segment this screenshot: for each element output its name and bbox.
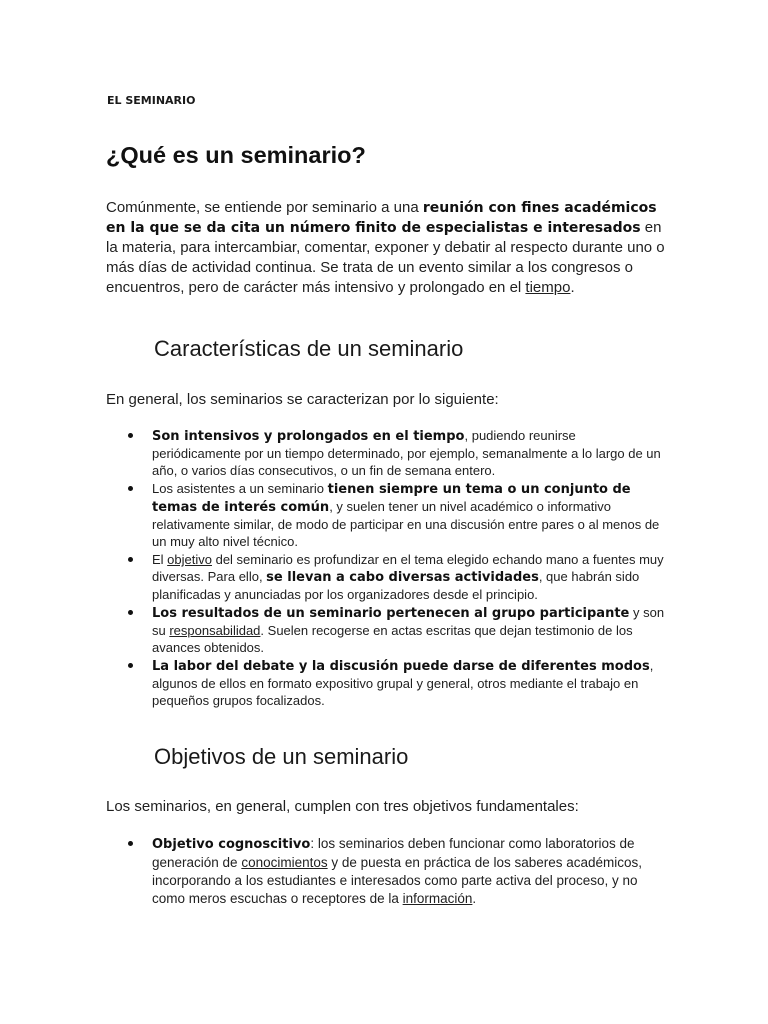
item-bold: La labor del debate y la discusión puede darse de diferentes modos [152, 659, 650, 674]
document-label: EL SEMINARIO [107, 94, 196, 107]
item-bold: tienen siempre un tema o un conjunto de temas de interés común [152, 482, 631, 515]
bullet-icon [128, 663, 133, 668]
item-bold: Son intensivos y prolongados en el tiempo [152, 429, 465, 444]
link-tiempo[interactable]: tiempo [525, 279, 571, 296]
item-text: y son su [152, 605, 665, 638]
item-text: : los seminarios deben funcionar como laboratorios de generación de [152, 836, 635, 870]
characteristics-list [108, 427, 668, 710]
list-item [108, 480, 668, 550]
heading-objectives: Objetivos de un seminario [154, 744, 409, 769]
item-text: El [152, 552, 168, 567]
link-conocimientos[interactable]: conocimientos [241, 855, 328, 870]
item-text: , algunos de ellos en formato expositivo grupal y general, otros mediante el trabajo en pequeños grupos focalizados. [152, 658, 654, 708]
item-text: Los asistentes a un seminario [152, 481, 328, 496]
characteristics-lead: En general, los seminarios se caracterizan por lo siguiente: [106, 391, 499, 408]
link-informacion[interactable]: información [402, 891, 473, 906]
intro-text-1: Comúnmente, se entiende por seminario a una [106, 199, 423, 216]
item-text: y de puesta en práctica de los saberes académicos, incorporando a los estudiantes e interesados como parte activa del proceso, y no como meros escuchas o receptores de la [152, 855, 643, 906]
item-text: del seminario es profundizar en el tema elegido echando mano a fuentes muy diversas. Para ello, [152, 552, 664, 584]
intro-text-3: . [570, 279, 575, 296]
item-text: . [472, 891, 477, 906]
list-item [108, 604, 668, 656]
intro-paragraph [106, 198, 666, 298]
objectives-lead: Los seminarios, en general, cumplen con tres objetivos fundamentales: [106, 798, 579, 815]
heading-characteristics: Características de un seminario [154, 336, 464, 361]
intro-bold: reunión con fines académicos en la que se da cita un número finito de especialistas e interesados [106, 200, 657, 236]
bullet-icon [128, 557, 133, 562]
bullet-icon [128, 486, 133, 491]
bullet-icon [128, 433, 133, 438]
item-text: , que habrán sido planificadas y anunciadas por los organizadores desde el principio. [152, 569, 640, 602]
item-text: , y suelen tener un nivel académico o informativo relativamente similar, de modo de participar en una discusión entre pares o al menos de un muy alto nivel técnico. [152, 499, 660, 549]
item-bold: Objetivo cognoscitivo [152, 837, 311, 852]
item-bold: se llevan a cabo diversas actividades [266, 570, 539, 585]
list-item [108, 657, 668, 709]
bullet-icon [128, 610, 133, 615]
item-bold: Los resultados de un seminario pertenecen al grupo participante [152, 606, 630, 621]
item-text: . Suelen recogerse en actas escritas que dejan testimonio de los avances obtenidos. [152, 623, 633, 655]
list-item [108, 551, 668, 603]
objectives-list [108, 835, 668, 909]
page-title: ¿Qué es un seminario? [106, 142, 366, 168]
list-item [108, 427, 668, 479]
link-objetivo[interactable]: objetivo [167, 552, 212, 567]
list-item [108, 835, 668, 908]
link-responsabilidad[interactable]: responsabilidad [169, 623, 261, 638]
bullet-icon [128, 841, 133, 846]
intro-text-2: en la materia, para intercambiar, comentar, exponer y debatir al respecto durante uno o más días de actividad continua. Se trata de un evento similar a los congresos o encuentros, pero de carácter más intensivo y prolongado en el [106, 219, 665, 296]
item-text: , pudiendo reunirse periódicamente por un tiempo determinado, por ejemplo, semanalmente a lo largo de un año, o varios días consecutivos, o un fin de semana entero. [152, 428, 661, 478]
